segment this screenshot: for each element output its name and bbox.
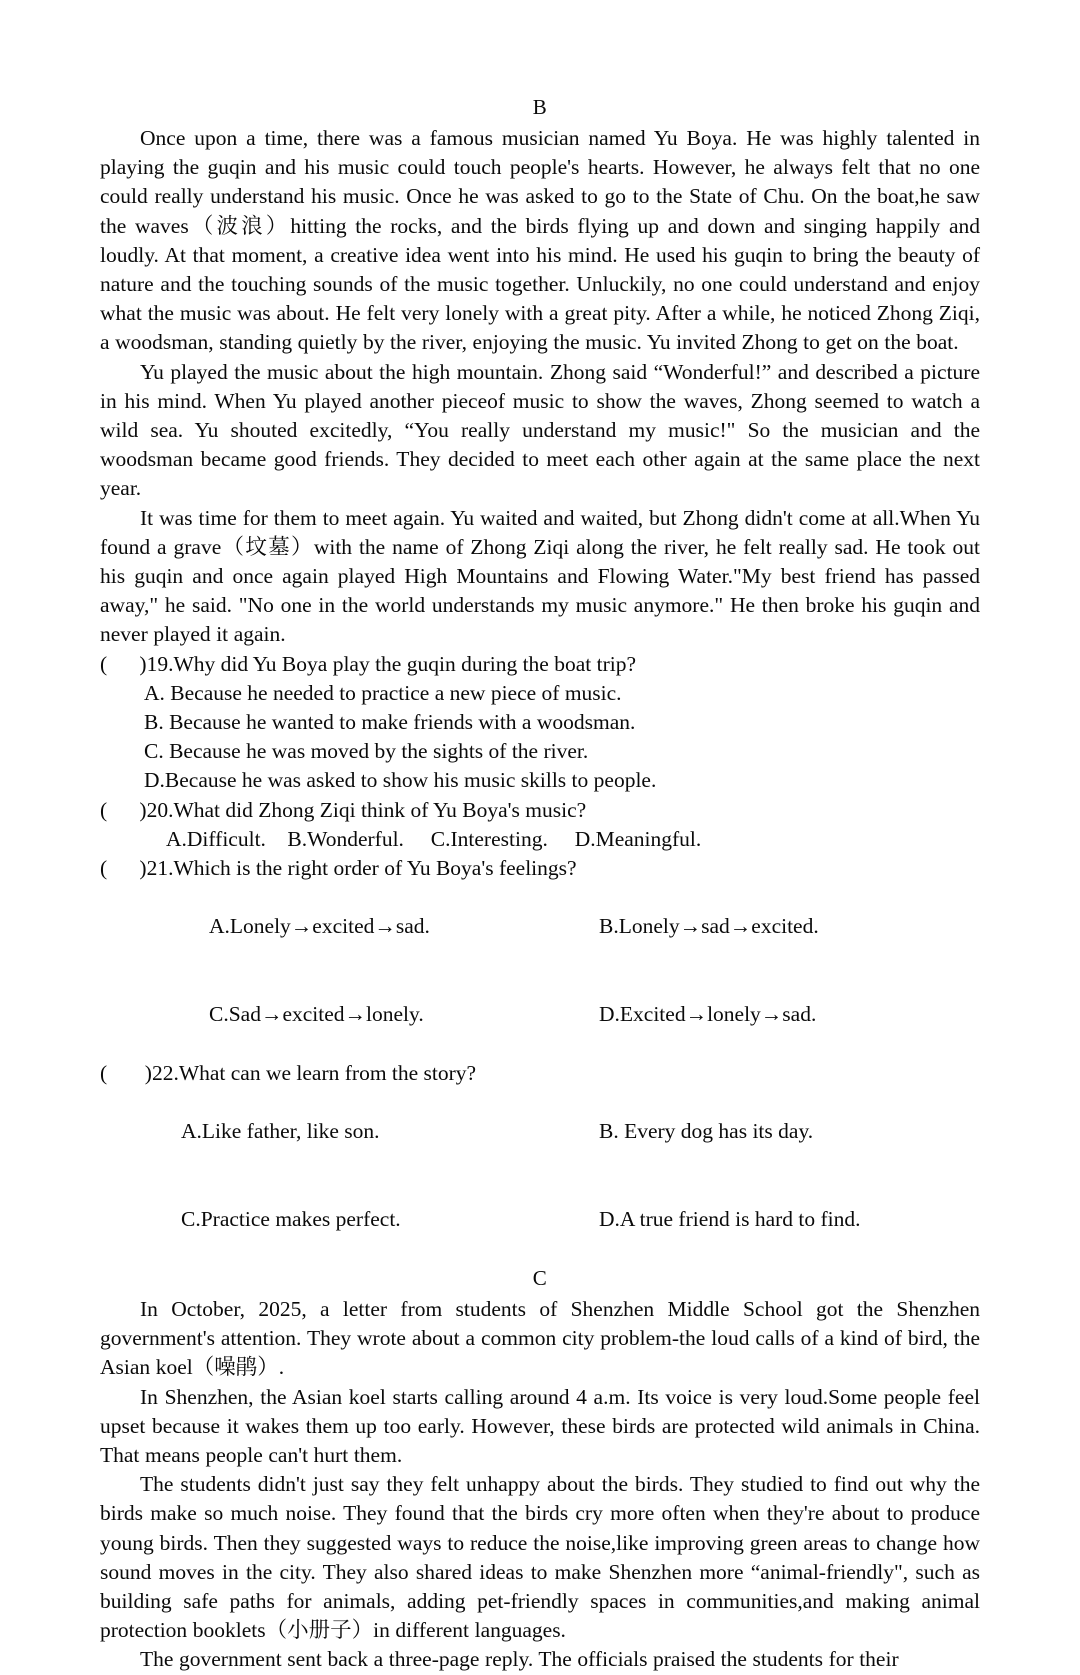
question-21-option-c[interactable]: C.Sad→excited→lonely. (209, 1002, 424, 1027)
question-19-option-b[interactable]: B. Because he wanted to make friends with a woodsman. (144, 710, 636, 735)
section-b (100, 92, 980, 1263)
section-c-paragraph-4: The government sent back a three-page reply. The officials praised the students for their (140, 1647, 899, 1672)
question-22 (100, 1059, 980, 1263)
question-21-option-a[interactable]: A.Lonely→excited→sad. (209, 914, 430, 939)
question-21 (100, 854, 980, 1058)
question-19-option-a[interactable]: A. Because he needed to practice a new piece of music. (144, 680, 622, 705)
question-19-option-d[interactable]: D.Because he was asked to show his music skills to people. (144, 768, 657, 793)
question-21-option-b[interactable]: B.Lonely→sad→excited. (599, 914, 819, 939)
section-c (100, 1263, 980, 1675)
question-22-option-a[interactable]: A.Like father, like son. (181, 1118, 380, 1143)
question-21-stem[interactable]: ( )21.Which is the right order of Yu Boya's feelings? (100, 856, 577, 881)
question-19-stem[interactable]: ( )19.Why did Yu Boya play the guqin during the boat trip? (100, 651, 637, 676)
question-22-row-1 (100, 1088, 980, 1176)
question-20-options-inline[interactable]: A.Difficult. B.Wonderful. C.Interesting. D.Meaningful. (166, 826, 702, 851)
question-21-option-d[interactable]: D.Excited→lonely→sad. (599, 1002, 817, 1027)
section-c-paragraph-1: In October, 2025, a letter from students of Shenzhen Middle School got the Shenzhen government's attention. They wrote about a common city problem-the loud calls of a kind of bird, the Asian koel（噪鹃）. (100, 1296, 980, 1380)
question-22-option-d[interactable]: D.A true friend is hard to find. (599, 1206, 861, 1231)
section-b-paragraph-1: Once upon a time, there was a famous musician named Yu Boya. He was highly talented in playing the guqin and his music could touch people's hearts. However, he always felt that no one could really understand his music. Once he was asked to go to the State of Chu. On the boat,he saw the waves（波浪）hitting the rocks, and the birds flying up and down and singing happily and loudly. At that moment, a creative idea went into his mind. He used his guqin to bring the beauty of nature and the touching sounds of the music together. Unluckily, no one could understand and enjoy what the music was about. He felt very lonely with a great pity. After a while, he noticed Zhong Ziqi, a woodsman, standing quietly by the river, enjoying the music. Yu invited Zhong to get on the boat. (100, 126, 980, 355)
question-22-row-2 (100, 1175, 980, 1263)
question-22-option-b[interactable]: B. Every dog has its day. (599, 1118, 814, 1143)
question-22-option-c[interactable]: C.Practice makes perfect. (181, 1206, 401, 1231)
section-b-paragraph-3: It was time for them to meet again. Yu waited and waited, but Zhong didn't come at all.When Yu found a grave（坟墓）with the name of Zhong Ziqi along the river, he felt really sad. He took out his guqin and once again played High Mountains and Flowing Water."My best friend has passed away," he said. "No one in the world understands my music anymore." He then broke his guqin and never played it again. (100, 505, 980, 647)
section-c-paragraph-2: In Shenzhen, the Asian koel starts calling around 4 a.m. Its voice is very loud.Some people feel upset because it wakes them up too early. However, these birds are protected wild animals in China. That means people can't hurt them. (100, 1384, 980, 1467)
section-c-letter: C (532, 1265, 548, 1290)
question-19-option-c[interactable]: C. Because he was moved by the sights of the river. (144, 739, 589, 764)
section-b-letter: B (532, 95, 548, 119)
section-b-paragraph-2: Yu played the music about the high mountain. Zhong said “Wonderful!” and described a picture in his mind. When Yu played another pieceof music to show the waves, Zhong seemed to watch a wild sea. Yu shouted excitedly, “You really understand my music!" So the musician and the woodsman became good friends. They decided to meet each other again at the same place the next year. (100, 359, 980, 501)
question-21-row-1 (100, 883, 980, 971)
question-20 (100, 796, 980, 854)
question-21-row-2 (100, 971, 980, 1059)
question-19 (100, 650, 980, 796)
question-20-stem[interactable]: ( )20.What did Zhong Ziqi think of Yu Boya's music? (100, 797, 587, 822)
section-c-paragraph-3: The students didn't just say they felt unhappy about the birds. They studied to find out why the birds make so much noise. They found that the birds cry more often when they're about to produce young birds. Then they suggested ways to reduce the noise,like improving green areas to change how sound moves in the city. They also shared ideas to make Shenzhen more “animal-friendly", such as building safe paths for animals, adding pet-friendly spaces in communities,and making animal protection booklets（小册子）in different languages. (100, 1472, 980, 1643)
question-22-stem[interactable]: ( )22.What can we learn from the story? (100, 1060, 477, 1085)
